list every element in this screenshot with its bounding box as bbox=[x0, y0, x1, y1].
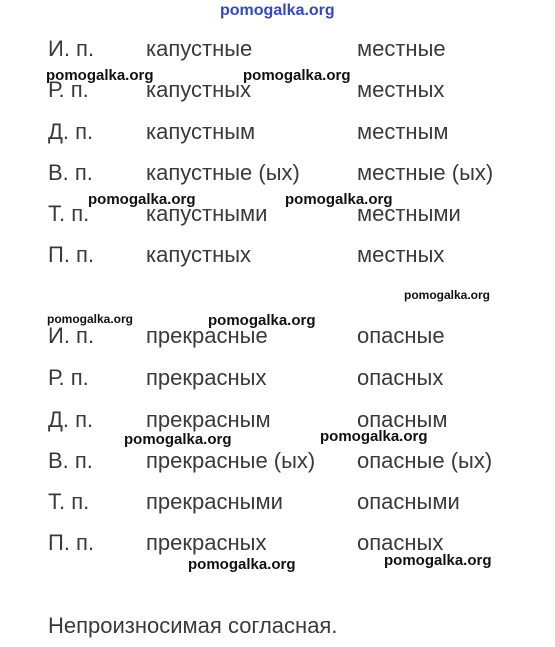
word2-form: местные (ых) bbox=[357, 160, 494, 185]
word2-form: опасными bbox=[357, 489, 460, 514]
watermark-text: pomogalka.org bbox=[220, 2, 335, 19]
case-label: Д. п. bbox=[48, 407, 94, 432]
table-row bbox=[0, 486, 555, 518]
word1-form: капустных bbox=[146, 242, 252, 267]
watermark-text: pomogalka.org bbox=[320, 428, 428, 445]
word2-form: местным bbox=[357, 119, 449, 144]
word1-form: прекрасных bbox=[146, 365, 267, 390]
table-row bbox=[0, 198, 555, 230]
word1-form: прекрасные (ых) bbox=[146, 448, 316, 473]
table-row bbox=[0, 157, 555, 189]
word2-form: опасным bbox=[357, 407, 448, 432]
case-label: В. п. bbox=[48, 160, 93, 185]
watermark-text: pomogalka.org bbox=[404, 288, 491, 302]
word1-form: капустные (ых) bbox=[146, 160, 300, 185]
table-row bbox=[0, 33, 555, 65]
case-label: П. п. bbox=[48, 242, 95, 267]
word1-form: капустных bbox=[146, 77, 252, 102]
word1-form: прекрасных bbox=[146, 530, 267, 555]
word2-form: местных bbox=[357, 242, 445, 267]
case-label: Т. п. bbox=[48, 201, 90, 226]
case-label: Р. п. bbox=[48, 77, 89, 102]
word2-form: опасных bbox=[357, 530, 444, 555]
watermark-text: pomogalka.org bbox=[124, 431, 232, 448]
watermark-text: pomogalka.org bbox=[384, 552, 492, 569]
word1-form: капустными bbox=[146, 201, 268, 226]
table-row bbox=[0, 404, 555, 436]
case-label: В. п. bbox=[48, 448, 93, 473]
watermark-text: pomogalka.org bbox=[208, 312, 316, 329]
word1-form: капустным bbox=[146, 119, 256, 144]
case-label: Р. п. bbox=[48, 365, 89, 390]
table-row bbox=[0, 116, 555, 148]
case-label: И. п. bbox=[48, 36, 95, 61]
case-label: Т. п. bbox=[48, 489, 90, 514]
word2-form: местных bbox=[357, 77, 445, 102]
word1-form: прекрасным bbox=[146, 407, 271, 432]
watermark-text: pomogalka.org bbox=[88, 191, 196, 208]
word1-form: прекрасные bbox=[146, 323, 268, 348]
footer-note: Непроизносимая согласная. bbox=[48, 613, 338, 638]
table-row bbox=[0, 445, 555, 477]
watermark-text: pomogalka.org bbox=[285, 191, 393, 208]
case-label: И. п. bbox=[48, 323, 95, 348]
word2-form: опасные (ых) bbox=[357, 448, 493, 473]
watermark-text: pomogalka.org bbox=[243, 67, 351, 84]
word2-form: местными bbox=[357, 201, 461, 226]
watermark-text: pomogalka.org bbox=[47, 312, 134, 326]
table-row bbox=[0, 239, 555, 271]
word1-form: прекрасными bbox=[146, 489, 283, 514]
word2-form: опасных bbox=[357, 365, 444, 390]
word2-form: местные bbox=[357, 36, 446, 61]
watermark-text: pomogalka.org bbox=[188, 556, 296, 573]
word2-form: опасные bbox=[357, 323, 445, 348]
table-row bbox=[0, 362, 555, 394]
case-label: П. п. bbox=[48, 530, 95, 555]
watermark-text: pomogalka.org bbox=[46, 67, 154, 84]
word1-form: капустные bbox=[146, 36, 253, 61]
case-label: Д. п. bbox=[48, 119, 94, 144]
